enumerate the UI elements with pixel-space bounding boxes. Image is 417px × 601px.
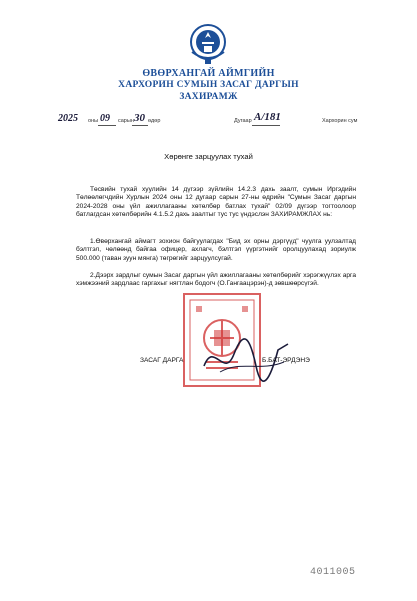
number-underline [252,125,280,126]
document-title: Хөрөнге зарцуулах тухай [164,152,253,161]
place: Хархорин сум [322,118,358,124]
document-type: ЗАХИРАМЖ [179,92,238,102]
date-year: 2025 [58,113,78,124]
org-line-2: ХАРХОРИН СУМЫН ЗАСАГ ДАРГЫН [118,80,299,90]
document-serial: 4011005 [310,567,356,578]
number-label: Дугаар [234,118,252,124]
month-underline [98,125,116,126]
org-line-1: ӨВӨРХАНГАЙ АЙМГИЙН [142,68,275,79]
body-paragraph-3: 2.Дээрх зардлыг сумын Засаг даргын үйл ажиллагааны хөтөлбөрийг хэрэгжүүлэх арга хэмжээний зардлаас гаргахыг нягтлан бодогч (О.Гангаацэрэн)-д зөвшөөрсүгэй. [76,272,356,288]
body-paragraph-2: 1.Өвөрхангай аймагт зохион байгуулагдах "Бид эх орны дэргүүд" чуулга уулзалтад бэлтгэл, чөлөөнд байгаа офицер, ахлагч, бэлтгэл үүргэтнийг оролцуулахад зориулж 500.000 (таван зуун мянга) төгрөгийг зарцуулсугай. [76,238,356,262]
date-year-suffix: оны [88,118,99,124]
date-day: 30 [134,112,145,124]
date-day-suffix: өдөр [148,118,161,124]
body-paragraph-1: Төсвийн тухай хуулийн 14 дүгээр зүйлийн 14.2.3 дахь заалт, сумын Иргэдийн Төлөөлөгчдийн Хурлын 2024 оны 12 дугаар сарын 27-ны өдрийн "Сумын Засаг даргын 2024-2028 оны үйл ажиллагааны хөтөлбөр батлах тухай" 02/09 дүгээр тогтоолоор батлагдсан хөтөлбөрийн 4.1.5.2 дахь заалтыг тус тус үндэслэн ЗАХИРАМЖЛАХ нь: [76,186,356,219]
document-number: А/181 [254,111,281,123]
date-month: 09 [100,113,110,124]
state-emblem-icon [188,22,228,66]
date-month-suffix: сарын [118,118,134,124]
signatory-name: Б.БАТ-ЭРДЭНЭ [262,357,310,364]
signatory-title: ЗАСАГ ДАРГА [140,357,184,364]
day-underline [132,125,148,126]
